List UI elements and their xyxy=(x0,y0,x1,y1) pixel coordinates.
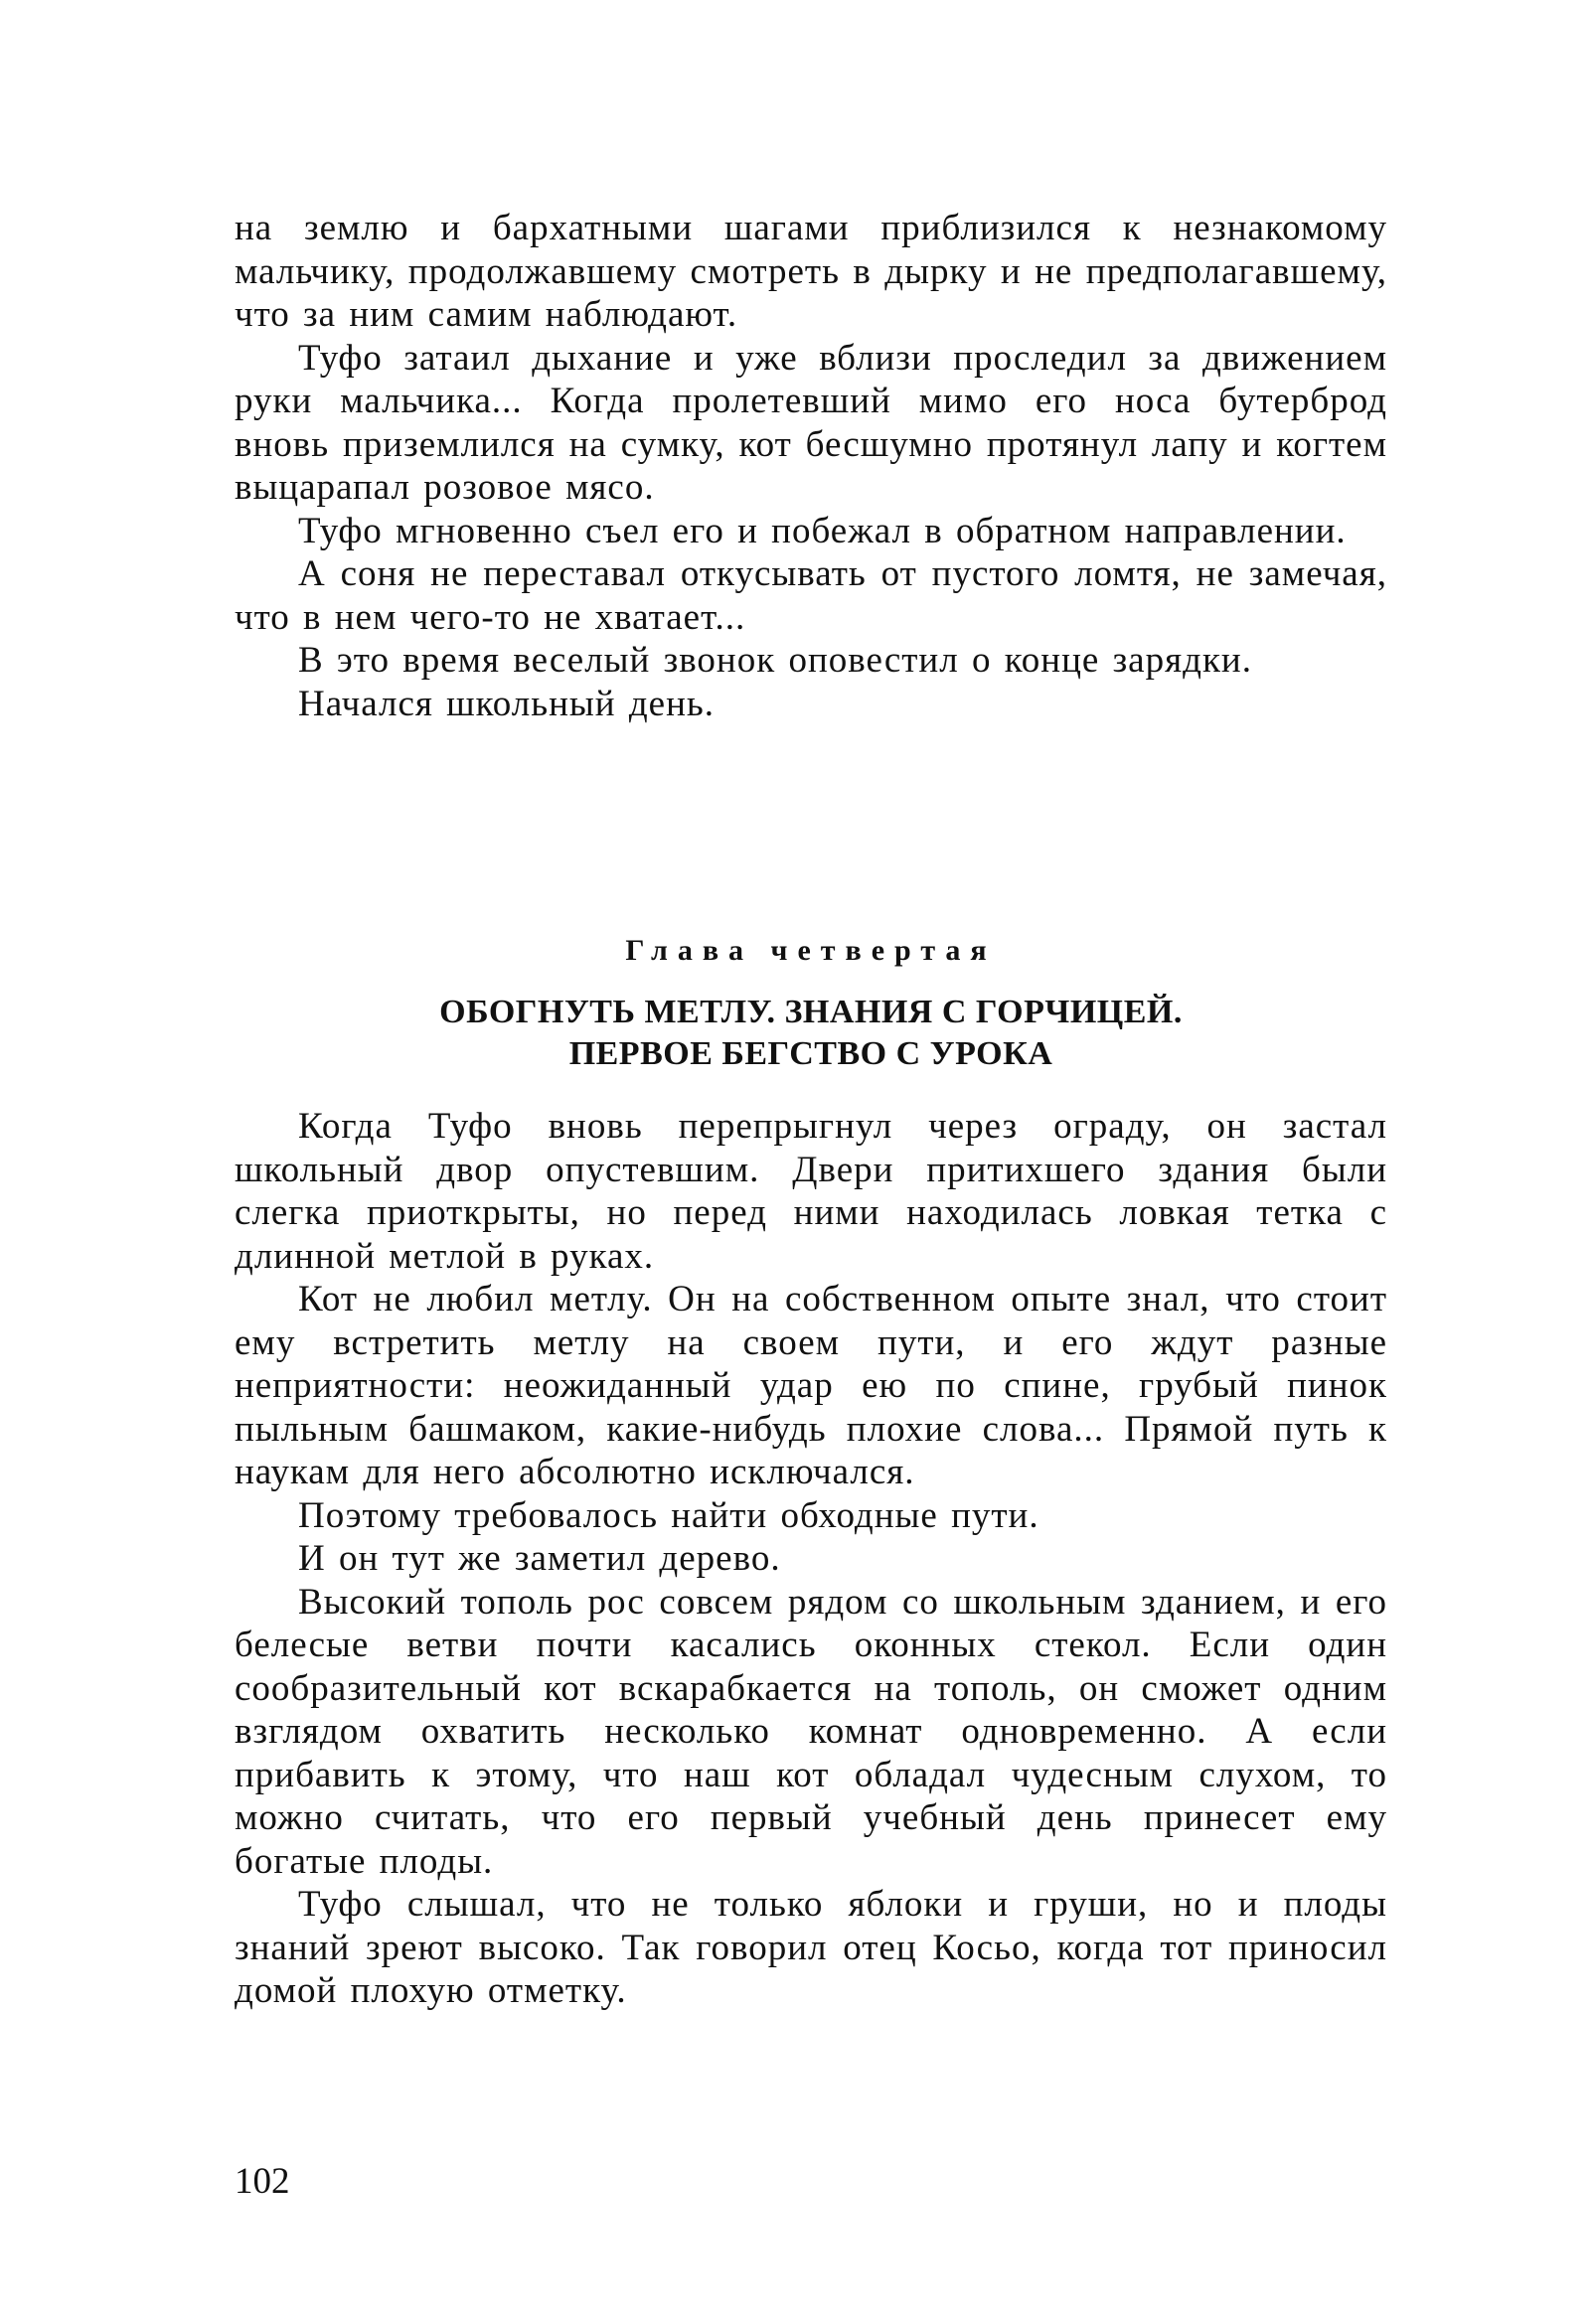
paragraph: А соня не переставал откусывать от пустого ломтя, не замечая, что в нем чего-то не хватает... xyxy=(235,553,1387,638)
paragraph: Кот не любил метлу. Он на собственном опыте знал, что стоит ему встретить метлу на своем пути, и его ждут разные неприятности: неожиданный удар ею по спине, грубый пинок пыльным башмаком, какие-нибудь плохие слова... Прямой путь к наукам для него абсолютно исключался. xyxy=(235,1279,1387,1492)
paragraph: Начался школьный день. xyxy=(298,683,715,724)
page-number: 102 xyxy=(235,2161,290,2202)
bottom-text-block xyxy=(235,1105,1387,2013)
paragraph: Туфо слышал, что не только яблоки и груши, но и плоды знаний зреют высоко. Так говорил отец Косьо, когда тот приносил домой плохую отметку. xyxy=(235,1884,1387,2011)
paragraph: Туфо затаил дыхание и уже вблизи проследил за движением руки мальчика... Когда пролетевший мимо его носа бутерброд вновь приземлился на сумку, кот бесшумно протянул лапу и когтем выцарапал розовое мясо. xyxy=(235,337,1387,508)
paragraph: Высокий тополь рос совсем рядом со школьным зданием, и его белесые ветви почти касались оконных стекол. Если один сообразительный кот вскарабкается на тополь, он сможет одним взглядом охватить несколько комнат одновременно. А если прибавить к этому, что наш кот обладал чудесным слухом, то можно считать, что его первый учебный день принесет ему богатые плоды. xyxy=(235,1581,1387,1882)
paragraph: В это время веселый звонок оповестил о конце зарядки. xyxy=(298,640,1252,681)
top-text-block xyxy=(235,207,1387,725)
chapter-title-line: ОБОГНУТЬ МЕТЛУ. ЗНАНИЯ С ГОРЧИЦЕЙ. xyxy=(439,994,1183,1030)
chapter-title xyxy=(235,992,1387,1075)
paragraph: Когда Туфо вновь перепрыгнул через ограду, он застал школьный двор опустевшим. Двери притихшего здания были слегка приоткрыты, но перед ними находилась ловкая тетка с длинной метлой в руках. xyxy=(235,1106,1387,1277)
paragraph: на землю и бархатными шагами приблизился к незнакомому мальчику, продолжавшему смотреть в дырку и не предполагавшему, что за ним самим наблюдают. xyxy=(235,208,1387,335)
chapter-label: Глава четвертая xyxy=(625,934,997,967)
paragraph: Поэтому требовалось найти обходные пути. xyxy=(298,1494,1039,1536)
paragraph: И он тут же заметил дерево. xyxy=(298,1538,781,1579)
paragraph: Туфо мгновенно съел его и побежал в обратном направлении. xyxy=(298,510,1347,551)
chapter-title-line: ПЕРВОЕ БЕГСТВО С УРОКА xyxy=(568,1035,1053,1072)
